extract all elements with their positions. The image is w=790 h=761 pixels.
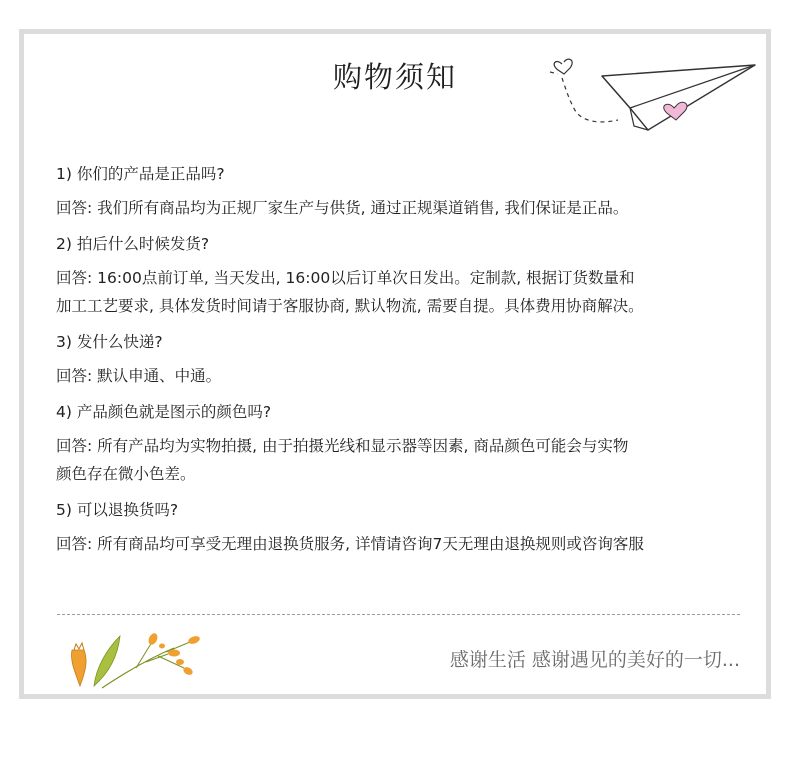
- dashed-divider: [57, 614, 740, 615]
- faq-answer-2-line-1: 回答: 16:00点前订单, 当天发出, 16:00以后订单次日发出。定制款, 根据订货数量和: [56, 269, 635, 287]
- faq-answer-3: 回答: 默认申通、中通。: [56, 367, 222, 385]
- flower-branch-icon: [66, 628, 216, 690]
- faq-list: [56, 160, 756, 566]
- faq-answer-1: 回答: 我们所有商品均为正规厂家生产与供货, 通过正规渠道销售, 我们保证是正品。: [56, 199, 629, 217]
- faq-question-3: 3) 发什么快递?: [56, 333, 163, 351]
- faq-answer-4-line-2: 颜色存在微小色差。: [56, 465, 196, 483]
- faq-answer-2-line-2: 加工工艺要求, 具体发货时间请于客服协商, 默认物流, 需要自提。具体费用协商解决。: [56, 297, 644, 315]
- faq-answer-4-line-1: 回答: 所有产品均为实物拍摄, 由于拍摄光线和显示器等因素, 商品颜色可能会与实物: [56, 437, 629, 455]
- faq-question-1: 1) 你们的产品是正品吗?: [56, 165, 225, 183]
- doodle-heart-icon: [554, 59, 572, 74]
- faq-question-4: 4) 产品颜色就是图示的颜色吗?: [56, 403, 272, 421]
- paper-plane-icon: [540, 50, 765, 135]
- faq-answer-5: 回答: 所有商品均可享受无理由退换货服务, 详情请咨询7天无理由退换规则或咨询客服: [56, 535, 644, 553]
- page-title: 购物须知: [332, 60, 457, 94]
- faq-question-2: 2) 拍后什么时候发货?: [56, 235, 210, 253]
- faq-question-5: 5) 可以退换货吗?: [56, 501, 179, 519]
- thanks-text: 感谢生活 感谢遇见的美好的一切...: [449, 649, 740, 671]
